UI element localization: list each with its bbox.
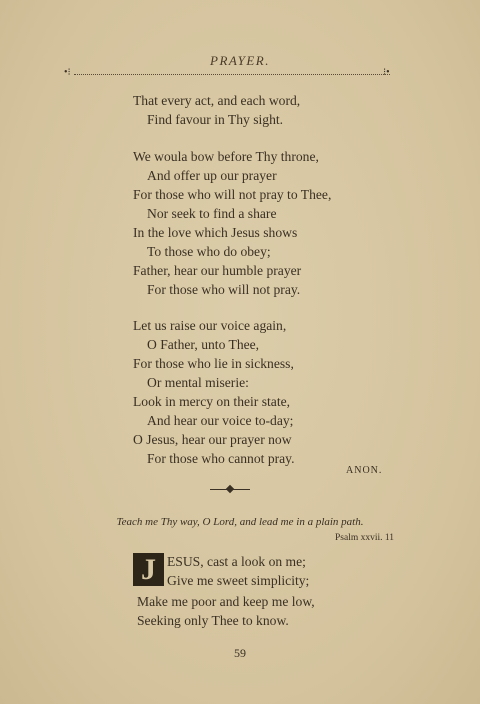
poem-line: For those who cannot pray. (147, 451, 295, 466)
poem-line: O Father, unto Thee, (147, 337, 260, 352)
poem-line: Look in mercy on their state, (133, 394, 291, 409)
scripture-reference: Psalm xxvii. 11 (335, 533, 395, 543)
poem-line: Seeking only Thee to know. (137, 613, 289, 628)
section-divider (210, 486, 250, 494)
poem-line: And offer up our prayer (147, 168, 277, 183)
poem-line: For those who lie in sickness, (133, 356, 294, 371)
poem-line: That every act, and each word, (133, 93, 301, 108)
poem-line: For those who will not pray to Thee, (133, 187, 332, 202)
ornament-dots-left-icon: •⁝ (64, 67, 71, 78)
poem-line: O Jesus, hear our prayer now (133, 432, 292, 447)
poem-line: ESUS, cast a look on me; (167, 554, 306, 569)
poem-line: Find favour in Thy sight. (147, 112, 284, 127)
page-number: 59 (234, 646, 246, 660)
poem-line: And hear our voice to-day; (147, 413, 294, 428)
running-header: PRAYER. (210, 53, 270, 68)
poem-line: To those who do obey; (147, 244, 271, 259)
poem-line: For those who will not pray. (147, 282, 301, 297)
attribution: ANON. (346, 465, 383, 476)
diamond-icon (226, 485, 234, 493)
poem-line: Or mental miserie: (147, 375, 249, 390)
poem-line: Make me poor and keep me low, (137, 594, 315, 609)
poem-line: In the love which Jesus shows (133, 225, 298, 240)
poem-line: Father, hear our humble prayer (133, 263, 302, 278)
poem-line: Nor seek to find a share (147, 206, 277, 221)
poem-line: Give me sweet simplicity; (167, 573, 310, 588)
poem-line: Let us raise our voice again, (133, 318, 287, 333)
poem-line: We woula bow before Thy throne, (133, 149, 319, 164)
header-rule (74, 74, 390, 75)
drop-cap-initial: J (133, 553, 164, 586)
ornament-dots-right-icon: ⁝• (383, 67, 390, 78)
epigraph: Teach me Thy way, O Lord, and lead me in a plain path. (116, 516, 364, 528)
